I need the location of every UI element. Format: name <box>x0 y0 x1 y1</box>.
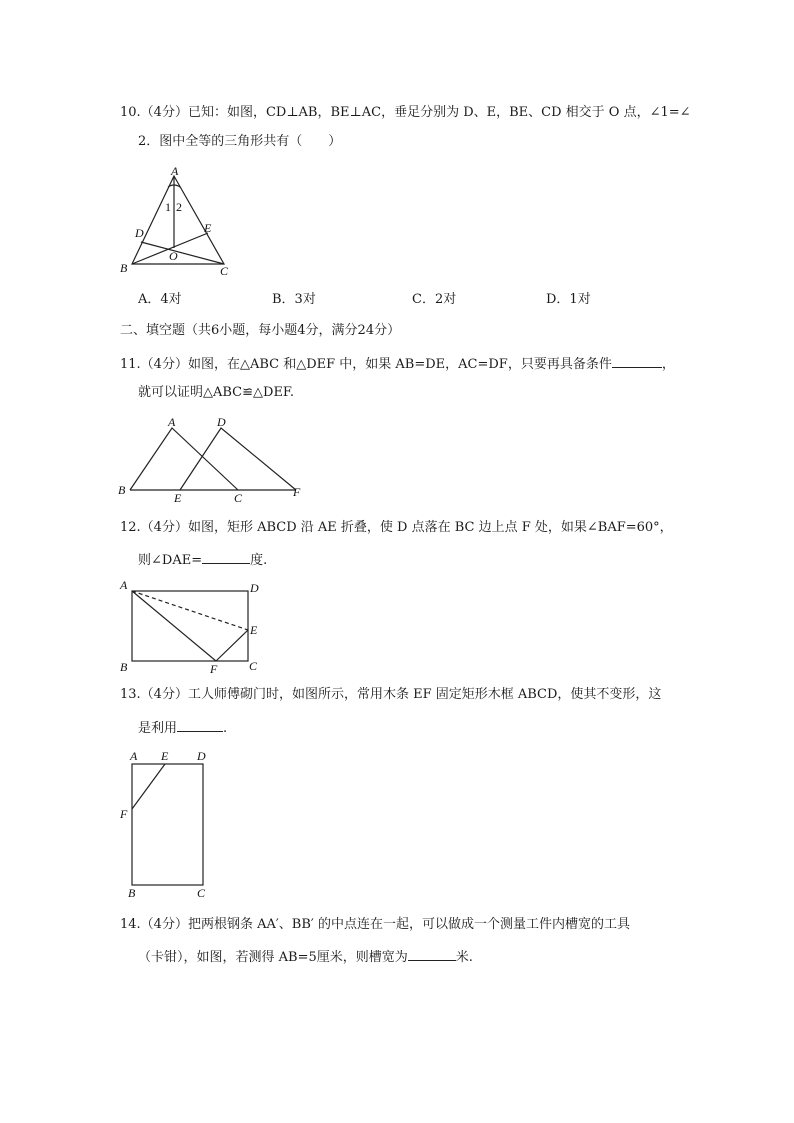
q11-comma: ， <box>661 357 675 372</box>
label-c: C <box>220 264 229 278</box>
label-e: E <box>161 749 169 763</box>
q12-suffix: 度. <box>250 553 268 568</box>
label-a: A <box>171 164 179 178</box>
q12-text: 则∠DAE= <box>138 553 203 568</box>
q10-option-a: A．4对 <box>138 292 182 307</box>
label-d: D <box>217 415 226 429</box>
label-f: F <box>210 662 218 676</box>
label-d: D <box>250 581 259 595</box>
label-a: A <box>120 578 128 592</box>
q11-line2: 就可以证明△ABC≌△DEF. <box>138 385 295 400</box>
q12-answer-blank[interactable] <box>202 551 250 564</box>
segment-ae-dashed <box>132 591 248 630</box>
label-angle-2: 2 <box>176 200 182 214</box>
label-o: O <box>169 249 178 263</box>
q11-answer-blank[interactable] <box>612 355 662 368</box>
rectangle-abcd <box>132 591 248 661</box>
label-b: B <box>118 483 126 497</box>
label-c: C <box>197 886 206 900</box>
q14-line2 <box>138 948 473 966</box>
triangle-def <box>180 428 296 490</box>
q10-line1: 10.（4分）已知：如图，CD⊥AB，BE⊥AC，垂足分别为 D、E，BE、CD 相交于 O 点，∠1=∠ <box>120 105 691 120</box>
q10-line2: 2．图中全等的三角形共有（ ） <box>138 134 342 149</box>
label-c: C <box>249 659 258 673</box>
segment-fe <box>216 630 248 661</box>
q14-text: （卡钳），如图，若测得 AB=5厘米，则槽宽为 <box>138 950 408 965</box>
label-angle-1: 1 <box>165 200 171 214</box>
q10-option-c: C．2对 <box>412 292 457 307</box>
q12-line1: 12.（4分）如图，矩形 ABCD 沿 AE 折叠，使 D 点落在 BC 边上点 F 处，如果∠BAF=60°， <box>120 520 673 535</box>
segment-af <box>132 591 216 661</box>
label-b: B <box>120 660 128 674</box>
label-f: F <box>120 807 128 821</box>
q11-text: 11.（4分）如图，在△ABC 和△DEF 中，如果 AB=DE，AC=DF，只要再具备条件 <box>120 357 612 372</box>
label-f: F <box>293 485 301 499</box>
label-c: C <box>234 491 243 505</box>
section-heading: 二、填空题（共6小题，每小题4分，满分24分） <box>120 323 401 338</box>
label-e: E <box>250 623 258 637</box>
q12-line2 <box>138 551 267 569</box>
q11-figure <box>116 414 316 506</box>
q13-text: 是利用 <box>138 721 178 736</box>
q11-line1 <box>120 355 675 373</box>
q10-option-b: B．3对 <box>272 292 316 307</box>
q13-line2 <box>138 719 227 737</box>
label-a: A <box>130 749 138 763</box>
q13-answer-blank[interactable] <box>177 719 223 732</box>
label-b: B <box>120 261 128 275</box>
triangle-abc <box>130 428 238 490</box>
q13-line1: 13.（4分）工人师傅砌门时，如图所示，常用木条 EF 固定矩形木框 ABCD，使其不变形，这 <box>120 687 662 702</box>
q10-option-d: D．1对 <box>546 292 591 307</box>
q13-suffix: . <box>223 721 228 736</box>
label-b: B <box>128 886 136 900</box>
q13-figure <box>116 746 226 906</box>
triangle-abc <box>132 176 224 264</box>
q14-line1: 14.（4分）把两根钢条 AA′、BB′ 的中点连在一起，可以做成一个测量工件内槽宽的工具 <box>120 917 630 932</box>
label-e: E <box>204 221 212 235</box>
label-d: D <box>197 749 206 763</box>
label-e: E <box>174 491 182 505</box>
segment-dc <box>141 242 224 264</box>
q14-suffix: 米. <box>455 950 473 965</box>
q10-figure <box>116 160 246 280</box>
label-d: D <box>135 226 144 240</box>
q14-answer-blank[interactable] <box>408 948 456 961</box>
label-a: A <box>168 415 176 429</box>
rectangle-abcd <box>132 764 203 885</box>
segment-ef <box>132 764 165 809</box>
q12-figure <box>116 576 276 676</box>
